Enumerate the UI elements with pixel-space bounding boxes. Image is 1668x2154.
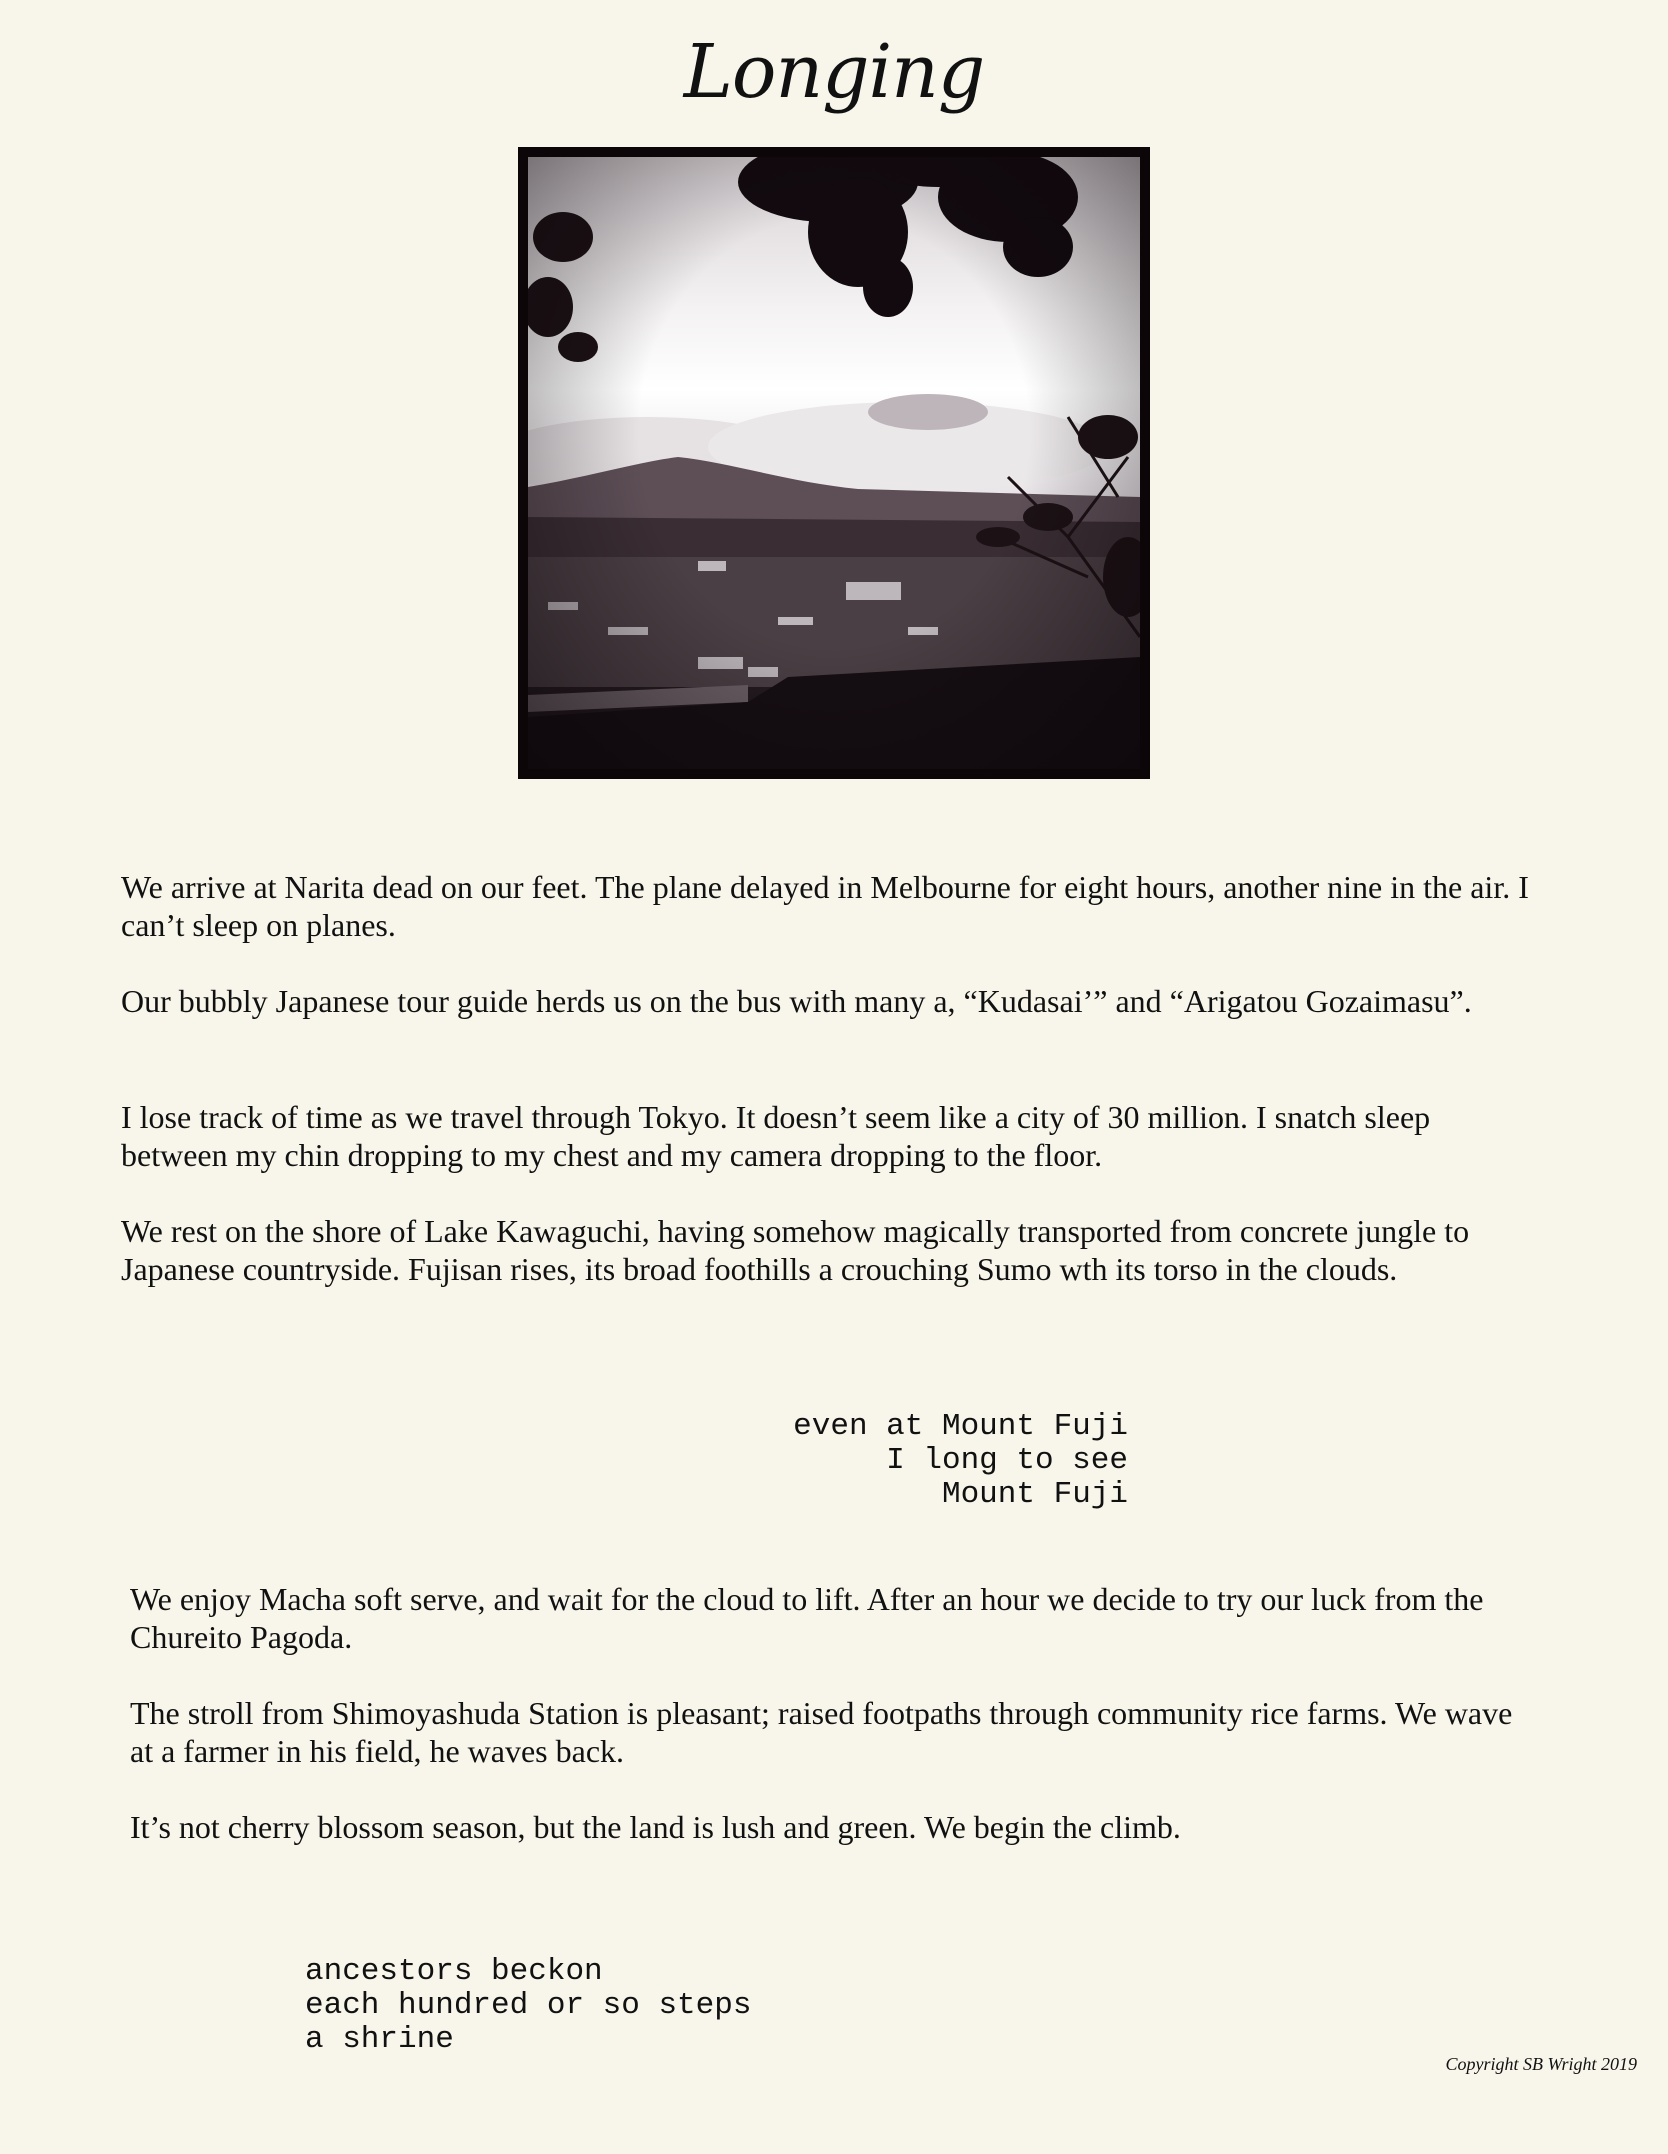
- paragraph: It’s not cherry blossom season, but the land is lush and green. We begin the climb.: [130, 1809, 1181, 1845]
- haiku-2: [305, 1955, 751, 2057]
- haiku-line: Mount Fuji: [941, 1477, 1128, 1512]
- photo-vignette: [528, 157, 1140, 769]
- haiku-line: even at Mount Fuji: [793, 1409, 1128, 1444]
- haiku-line: a shrine: [305, 2022, 454, 2057]
- copyright-notice: Copyright SB Wright 2019: [1445, 2054, 1637, 2074]
- paragraph: I lose track of time as we travel through Tokyo. It doesn’t seem like a city of 30 million. I snatch sleep between my chin dropping to my chest and my camera dropping to the floor.: [121, 1099, 1431, 1173]
- haiku-1: [700, 1410, 1128, 1512]
- photo-image: [528, 157, 1140, 769]
- paragraph: Our bubbly Japanese tour guide herds us on the bus with many a, “Kudasai’” and “Arigatou Gozaimasu”.: [121, 983, 1472, 1019]
- paragraph: We arrive at Narita dead on our feet. The plane delayed in Melbourne for eight hours, another nine in the air. I can’t sleep on planes.: [121, 869, 1529, 943]
- mount-fuji-photo: [518, 147, 1150, 779]
- page-title: Longing: [683, 29, 985, 115]
- haiku-line: I long to see: [886, 1443, 1128, 1478]
- paragraph: We enjoy Macha soft serve, and wait for the cloud to lift. After an hour we decide to try our luck from the Chureito Pagoda.: [130, 1581, 1484, 1655]
- haiku-line: each hundred or so steps: [305, 1988, 752, 2023]
- paragraph: The stroll from Shimoyashuda Station is pleasant; raised footpaths through community rice farms. We wave at a farmer in his field, he waves back.: [130, 1695, 1513, 1769]
- haiku-line: ancestors beckon: [305, 1954, 603, 1989]
- paragraph: We rest on the shore of Lake Kawaguchi, having somehow magically transported from concrete jungle to Japanese countryside. Fujisan rises, its broad foothills a crouching Sumo wth its torso in the clouds.: [121, 1213, 1470, 1287]
